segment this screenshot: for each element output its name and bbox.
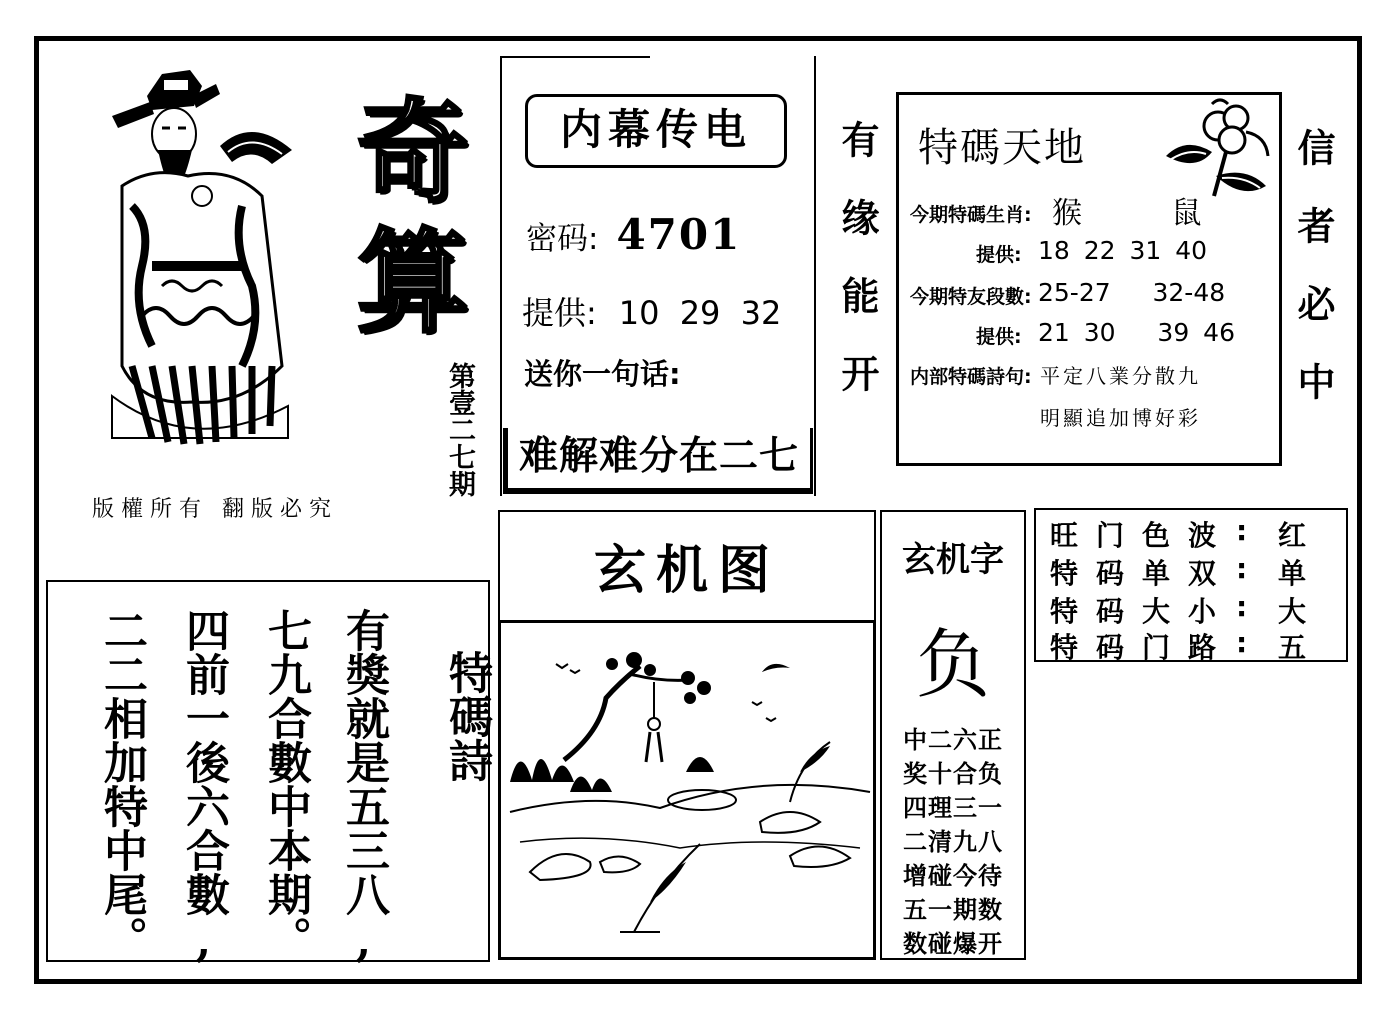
- title-char-1: 奇: [357, 88, 469, 218]
- poem-column: 七九合數中本期。: [260, 608, 311, 960]
- shengxiao-value: 猴 鼠: [1052, 196, 1242, 231]
- slogan-left: 有缘能开: [835, 120, 879, 432]
- attribute-label: 特码大小: [1050, 595, 1235, 628]
- xuanji-zi-title: 玄机字: [902, 540, 1004, 580]
- tema-tigong2-label: 提供:: [976, 326, 1022, 348]
- issue-number: 第壹二七期: [444, 362, 475, 497]
- attribute-label: 特码单双: [1050, 557, 1235, 590]
- xuanji-zi-line: 二清九八: [903, 828, 1003, 856]
- xuanji-tu-title: 玄机图: [593, 541, 780, 601]
- attribute-value: 五: [1278, 631, 1307, 664]
- tema-title: 特碼天地: [918, 125, 1086, 171]
- xuanji-zi-line: 四理三一: [903, 794, 1003, 822]
- neimu-title: 内幕传电: [525, 94, 787, 168]
- title-char-2: 算: [357, 218, 469, 348]
- tema-tigong2-value: 21 30 39 46: [1038, 318, 1235, 347]
- tema-poem-line-2: 明顯追加博好彩: [1040, 406, 1201, 430]
- main-title: [348, 88, 478, 356]
- tema-tigong1-value: 18 22 31 40: [1038, 236, 1208, 265]
- shengxiao-label: 今期特碼生肖:: [910, 204, 1032, 226]
- attribute-colon: :: [1236, 590, 1248, 623]
- poem-column: 有獎就是五三八,: [338, 608, 389, 967]
- attribute-row: [1050, 626, 1340, 662]
- mima-label: 密码:: [526, 221, 599, 257]
- poem-column: 四前一後六合數,: [178, 608, 229, 967]
- duanshu-value: 25-27 32-48: [1038, 278, 1226, 307]
- attribute-row: [1050, 514, 1340, 550]
- xuanji-zi-line: 数碰爆开: [903, 930, 1003, 958]
- neimu-top-rule: [500, 56, 650, 58]
- xuanji-zi-line: 中二六正: [903, 726, 1003, 754]
- tema-poem-label: 内部特碼詩句:: [910, 366, 1032, 388]
- poem-column: 二二相加特中尾。: [96, 608, 147, 960]
- attribute-value: 单: [1278, 557, 1307, 590]
- attribute-label: 特码门路: [1050, 631, 1235, 664]
- neimu-tigong-row: [522, 288, 781, 334]
- attribute-value: 红: [1278, 519, 1307, 552]
- attribute-label: 旺门色波: [1050, 519, 1235, 552]
- god-figure-illustration: [92, 66, 302, 448]
- xuanji-picture: [500, 622, 874, 958]
- tema-tigong1-label: 提供:: [976, 244, 1022, 266]
- flower-icon: [1156, 96, 1276, 200]
- poem-title: 特碼詩: [441, 650, 492, 782]
- xuanji-zi-char: 负: [916, 622, 990, 708]
- copyright-notice: 版權所有 翻版必究: [92, 497, 338, 522]
- xuanji-zi-line: 奖十合负: [903, 760, 1003, 788]
- attribute-value: 大: [1278, 595, 1307, 628]
- xuanji-zi-line: 五一期数: [903, 896, 1003, 924]
- secret-phrase: 难解难分在二七: [508, 428, 810, 492]
- neimu-tigong-label: 提供:: [522, 294, 597, 332]
- xuanji-zi-line: 增碰今待: [903, 862, 1003, 890]
- slogan-right: 信者必中: [1291, 128, 1335, 440]
- songni-label: 送你一句话:: [524, 357, 681, 391]
- attribute-colon: :: [1236, 626, 1248, 659]
- neimu-tigong-value: 10 29 32: [618, 294, 782, 332]
- attribute-row: [1050, 590, 1340, 626]
- mima-value: 4701: [616, 210, 742, 259]
- attribute-row: [1050, 552, 1340, 588]
- attribute-colon: :: [1236, 552, 1248, 585]
- tema-poem-line-1: 平定八業分散九: [1040, 364, 1201, 388]
- mima-row: [526, 210, 741, 259]
- duanshu-label: 今期特友段數:: [910, 286, 1032, 308]
- attribute-colon: :: [1236, 514, 1248, 547]
